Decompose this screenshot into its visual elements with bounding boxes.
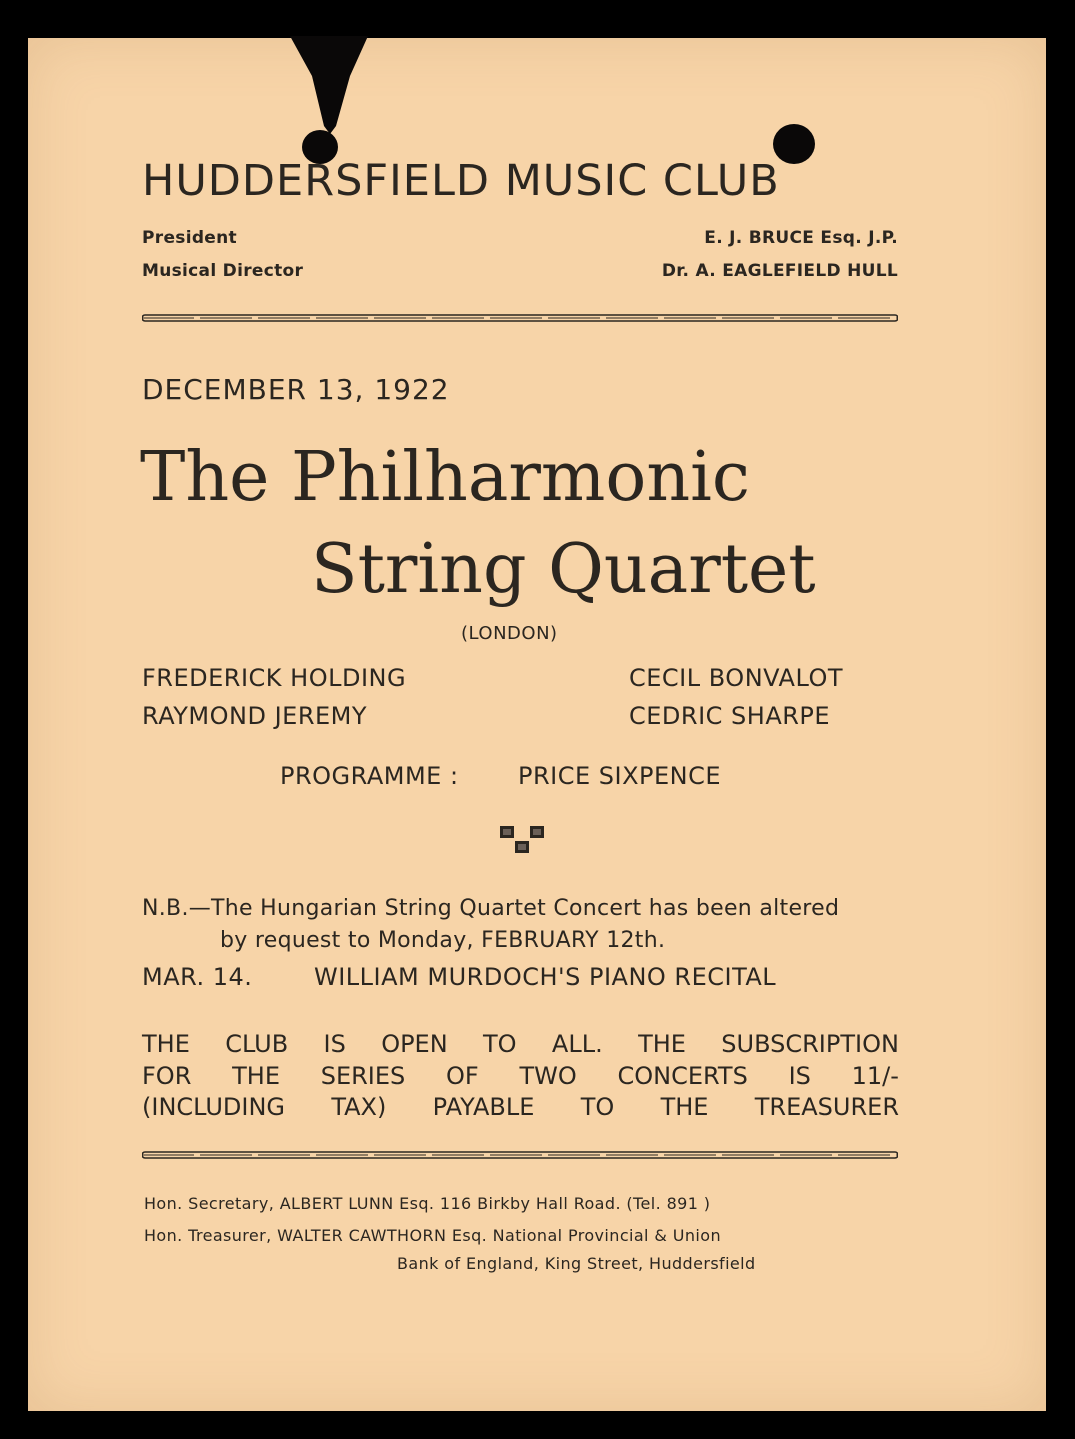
- sub-word: TO: [580, 1093, 615, 1121]
- sub-word: THE: [638, 1030, 686, 1058]
- subscription-line-3: [142, 1093, 899, 1121]
- president-name: E. J. BRUCE Esq. J.P.: [704, 228, 898, 248]
- ornament-icon: [498, 824, 546, 858]
- club-name: HUDDERSFIELD MUSIC CLUB: [142, 156, 780, 206]
- sub-word: CLUB: [225, 1030, 289, 1058]
- sub-word: PAYABLE: [432, 1093, 535, 1121]
- sub-word: OF: [446, 1062, 479, 1090]
- member-2: RAYMOND JEREMY: [142, 702, 368, 730]
- nb-line-2: by request to Monday, FEBRUARY 12th.: [220, 928, 666, 953]
- hon-treasurer: Hon. Treasurer, WALTER CAWTHORN Esq. National Provincial & Union: [144, 1226, 721, 1245]
- sub-word: THE: [660, 1093, 709, 1121]
- sub-word: IS: [323, 1030, 346, 1058]
- sub-word: FOR: [142, 1062, 192, 1090]
- sub-word: SUBSCRIPTION: [721, 1030, 899, 1058]
- sub-word: (INCLUDING: [142, 1093, 286, 1121]
- sub-word: ALL.: [551, 1030, 603, 1058]
- president-label: President: [142, 228, 237, 248]
- hon-treasurer-address: Bank of England, King Street, Huddersfield: [397, 1254, 756, 1273]
- concert-date: DECEMBER 13, 1922: [142, 373, 450, 406]
- director-label: Musical Director: [142, 261, 304, 281]
- sub-word: OPEN: [381, 1030, 448, 1058]
- director-name: Dr. A. EAGLEFIELD HULL: [661, 261, 898, 281]
- sub-word: IS: [788, 1062, 811, 1090]
- member-4: CEDRIC SHARPE: [629, 702, 831, 730]
- programme-price: PRICE SIXPENCE: [518, 762, 722, 790]
- sub-word: TAX): [331, 1093, 387, 1121]
- sub-word: TO: [483, 1030, 517, 1058]
- mar-event: WILLIAM MURDOCH'S PIANO RECITAL: [314, 963, 777, 991]
- subscription-line-1: [142, 1030, 899, 1058]
- title-line-1: The Philharmonic: [140, 438, 750, 517]
- bottom-divider: [142, 1150, 898, 1160]
- hon-secretary: Hon. Secretary, ALBERT LUNN Esq. 116 Birkby Hall Road. (Tel. 891 ): [144, 1194, 711, 1213]
- sub-word: 11/-: [851, 1062, 899, 1090]
- member-1: FREDERICK HOLDING: [142, 664, 407, 692]
- programme-label: PROGRAMME :: [280, 762, 459, 790]
- location: (LONDON): [461, 623, 558, 644]
- member-3: CECIL BONVALOT: [629, 664, 844, 692]
- title-line-2: String Quartet: [311, 530, 816, 609]
- sub-word: TREASURER: [754, 1093, 899, 1121]
- subscription-line-2: [142, 1062, 899, 1090]
- sub-word: SERIES: [320, 1062, 406, 1090]
- sub-word: CONCERTS: [617, 1062, 748, 1090]
- sub-word: TWO: [519, 1062, 577, 1090]
- nb-line-1: N.B.—The Hungarian String Quartet Concert has been altered: [142, 896, 840, 921]
- sub-word: THE: [232, 1062, 280, 1090]
- programme-card: [28, 38, 1046, 1411]
- sub-word: THE: [142, 1030, 190, 1058]
- top-divider: [142, 313, 898, 323]
- mar-date: MAR. 14.: [142, 963, 253, 991]
